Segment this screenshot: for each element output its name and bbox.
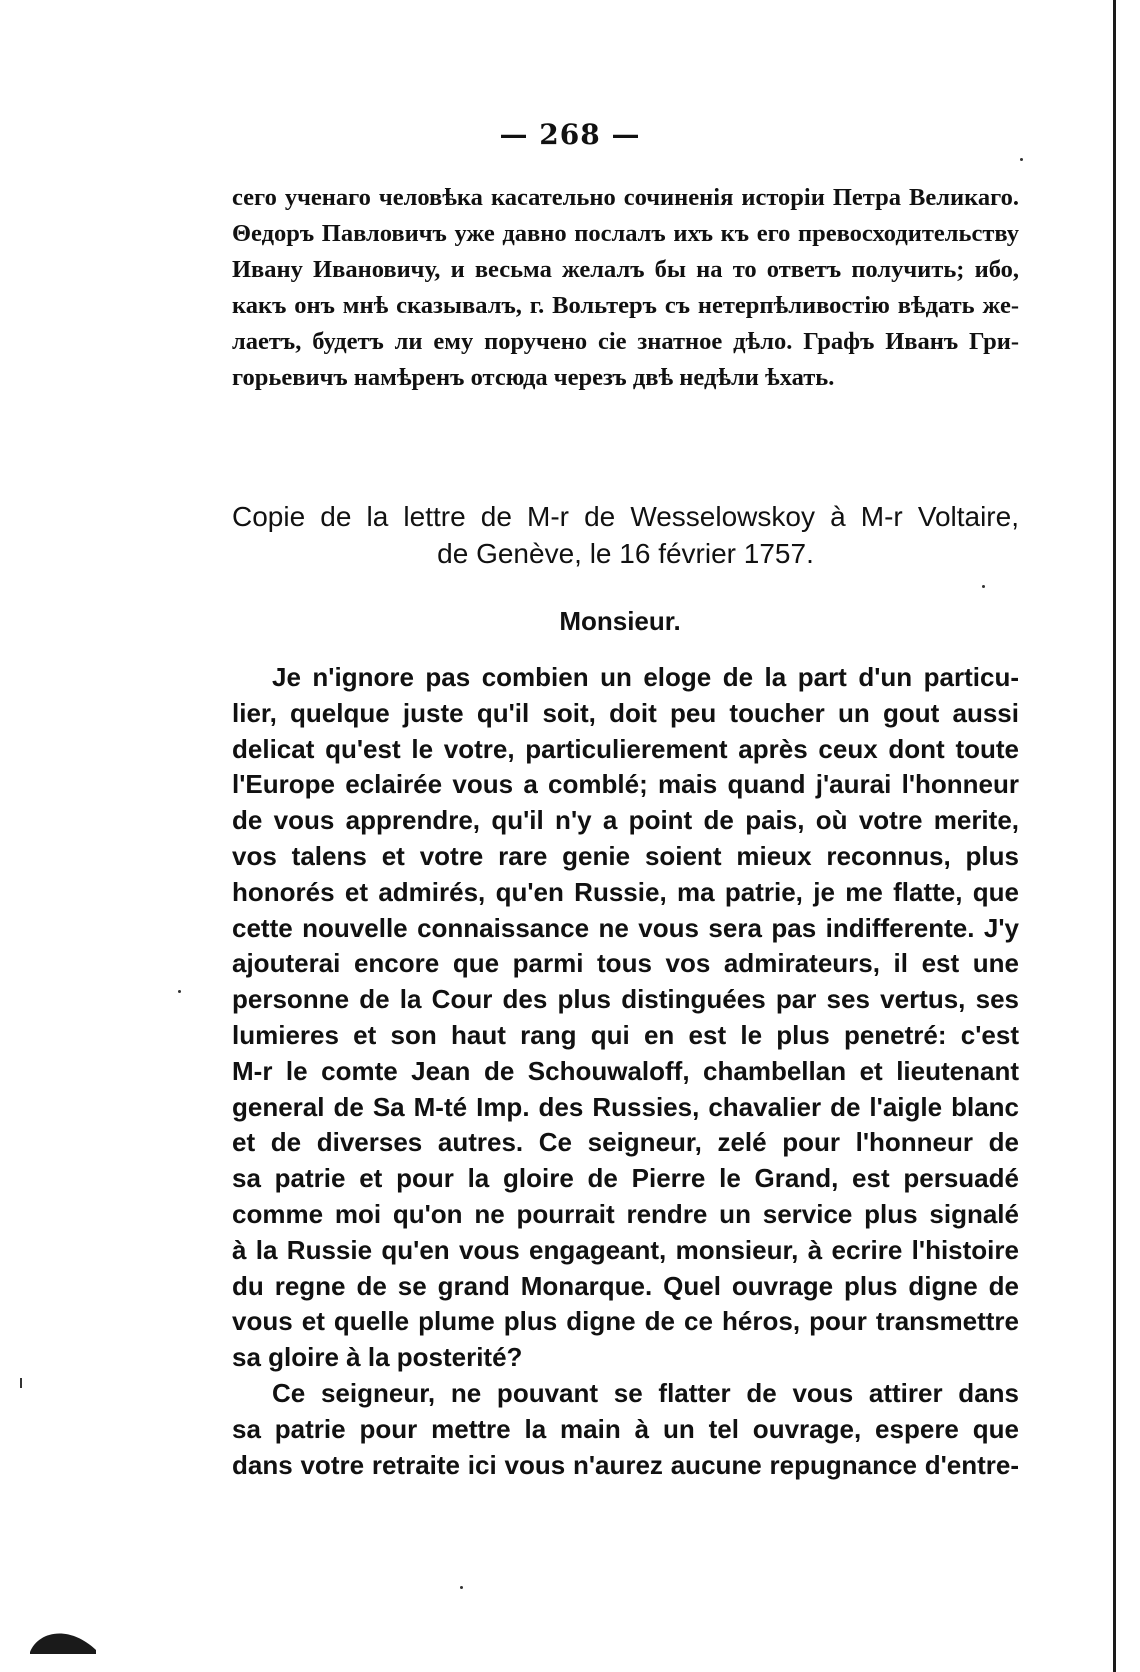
letter-heading-line: de Genève, le 16 février 1757. bbox=[437, 538, 814, 569]
scan-speck bbox=[460, 1586, 463, 1589]
letter-heading bbox=[232, 498, 1019, 572]
letter-text-line: du regne de se grand Monarque. Quel ouvrage plus digne de bbox=[232, 1270, 1019, 1301]
letter-text-line: general de Sa M-té Imp. des Russies, chavalier de l'aigle blanc bbox=[232, 1091, 1019, 1122]
scan-speck bbox=[20, 1378, 22, 1388]
letter-text-line: lumieres et son haut rang qui en est le plus penetré: c'est bbox=[232, 1019, 1019, 1050]
letter-body bbox=[232, 660, 1019, 1483]
scan-speck bbox=[1020, 158, 1023, 161]
scan-speck bbox=[178, 990, 181, 993]
letter-text-line: à la Russie qu'en vous engageant, monsieur, à ecrire l'histoire bbox=[232, 1234, 1019, 1265]
letter-text-line: l'Europe eclairée vous a comblé; mais quand j'aurai l'honneur bbox=[232, 769, 1019, 800]
letter-text-line: sa patrie et pour la gloire de Pierre le Grand, est persuadé bbox=[232, 1163, 1019, 1194]
letter-text-line: personne de la Cour des plus distinguées par ses vertus, ses bbox=[232, 984, 1019, 1015]
russian-text-line: лаетъ, будетъ ли ему поручено сіе знатное дѣло. Графъ Иванъ Гри- bbox=[232, 328, 1019, 355]
letter-text-line: Ce seigneur, ne pouvant se flatter de vous attirer dans bbox=[272, 1377, 1019, 1408]
letter-text-line: ajouterai encore que parmi tous vos admirateurs, il est une bbox=[232, 948, 1019, 979]
letter-text-line: delicat qu'est le votre, particulierement après ceux dont toute bbox=[232, 733, 1019, 764]
scan-shadow-icon bbox=[28, 1622, 98, 1654]
letter-text-line: lier, quelque juste qu'il soit, doit peu toucher un gout aussi bbox=[232, 697, 1019, 728]
letter-text-line: et de diverses autres. Ce seigneur, zelé pour l'honneur de bbox=[232, 1127, 1019, 1158]
russian-paragraph bbox=[232, 180, 1019, 396]
russian-text-line: Θедоръ Павловичъ уже давно послалъ ихъ къ его превосходительству bbox=[232, 220, 1019, 247]
letter-text-line: sa patrie pour mettre la main à un tel ouvrage, espere que bbox=[232, 1413, 1019, 1444]
letter-text-line: vos talens et votre rare genie soient mieux reconnus, plus bbox=[232, 840, 1019, 871]
letter-text-line: comme moi qu'on ne pourrait rendre un service plus signalé bbox=[232, 1198, 1019, 1229]
russian-text-line: сего ученаго человѣка касательно сочиненія исторіи Петра Великаго. bbox=[232, 184, 1019, 211]
letter-salutation: Monsieur. bbox=[559, 606, 681, 636]
russian-text-line: Ивану Ивановичу, и весьма желалъ бы на то ответъ получить; ибо, bbox=[232, 256, 1019, 283]
scan-page-edge bbox=[1113, 0, 1116, 1672]
page-number: — 268 — bbox=[499, 118, 641, 151]
letter-text-line: dans votre retraite ici vous n'aurez aucune repugnance d'entre- bbox=[232, 1449, 1019, 1480]
letter-text-line: sa gloire à la posterité? bbox=[232, 1342, 523, 1373]
letter-text-line: M-r le comte Jean de Schouwaloff, chambellan et lieutenant bbox=[232, 1055, 1019, 1086]
letter-text-line: de vous apprendre, qu'il n'y a point de pais, où votre merite, bbox=[232, 805, 1019, 836]
letter-heading-line: Copie de la lettre de M-r de Wesselowskoy à M-r Voltaire, bbox=[232, 501, 1019, 532]
letter-text-line: Je n'ignore pas combien un eloge de la part d'un particu- bbox=[272, 662, 1019, 692]
letter-text-line: vous et quelle plume plus digne de ce héros, pour transmettre bbox=[232, 1306, 1019, 1337]
russian-text-line: какъ онъ мнѣ сказывалъ, г. Вольтеръ съ нетерпѣливостію вѣдать же- bbox=[232, 292, 1019, 319]
letter-text-line: cette nouvelle connaissance ne vous sera pas indifferente. J'y bbox=[232, 912, 1019, 943]
russian-text-line: горьевичъ намѣренъ отсюда черезъ двѣ недѣли ѣхать. bbox=[232, 364, 835, 391]
scan-speck bbox=[982, 585, 985, 588]
letter-text-line: honorés et admirés, qu'en Russie, ma patrie, je me flatte, que bbox=[232, 876, 1019, 907]
